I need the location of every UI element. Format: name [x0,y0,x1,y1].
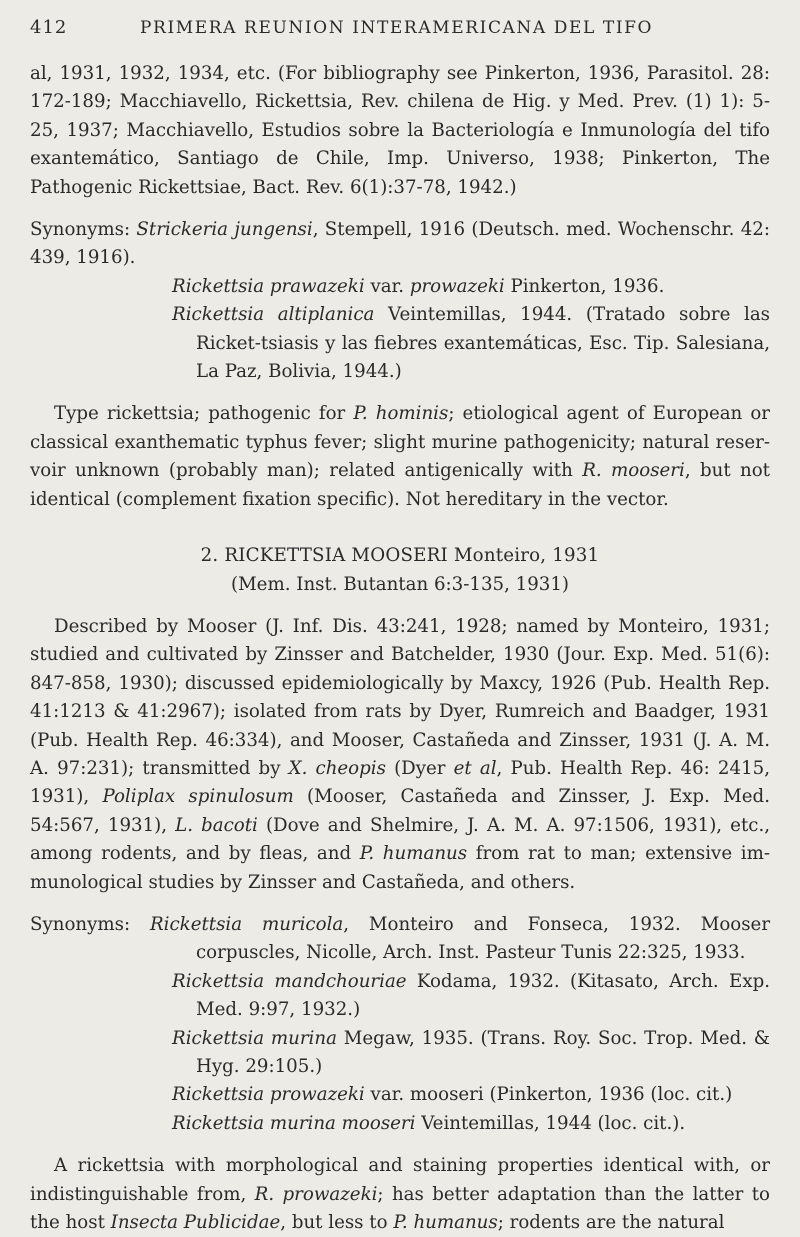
history-paragraph: Described by Mooser (J. Inf. Dis. 43:241, 1928; named by Monteiro, 1931; studied and cultivated by Zinsser and Batchelder, 1930 (Jour. Exp. Med. 51(6): 847-858, 1930); discussed epidemiologically by Maxcy, 1926 (Pub. Health Rep. 41:1213 & 41:2967); isolated from rats by Dyer, Rumreich and Baadger, 1931 (Pub. Health Rep. 46:334), and Mooser, Castañeda and Zinsser, 1931 (J. A. M. A. 97:231); transmitted by X. cheopis (Dyer et al, Pub. Health Rep. 46: 2415, 1931), Poliplax spinulosum (Mooser, Castañeda and Zinsser, J. Exp. Med. 54:567, 1931), L. bacoti (Dove and Shelmire, J. A. M. A. 97:1506, 1931), etc., among rodents, and by fleas, and P. humanus from rat to man; extensive im-munological studies by Zinsser and Castañeda, and others. [30,615,771,893]
taxon-name: Rickettsia muricola [149,913,344,935]
taxon-name: R. prowazeki [254,1183,378,1205]
running-head [30,14,770,46]
description-paragraph: Type rickettsia; pathogenic for P. hominis; etiological agent of European or classical exanthematic typhus fever; slight murine pathogenicity; natural reser-voir unknown (probably man); related antigenically with R. mooseri, but not identical (complement fixation specific). Not hereditary in the vector. [30,403,770,510]
taxon-name: Strickeria jungensi [136,219,313,241]
synonyms-label: Synonyms: [30,219,137,241]
synonym-item: Rickettsia murina mooseri Veintemillas, 1944 (loc. cit.). [172,1112,686,1134]
synonym-item: Rickettsia altiplanica Veintemillas, 1944. (Tratado sobre las Ricket-tsiasis y las fiebres exantemáticas, Esc. Tip. Salesiana, La Paz, Bolivia, 1944.) [172,304,771,383]
taxon-name: prowazeki [409,275,505,297]
section-heading: 2. RICKETTSIA MOOSERI Monteiro, 1931 [200,545,600,567]
synonym-item: Rickettsia mandchouriae Kodama, 1932. (Kitasato, Arch. Exp. Med. 9:97, 1932.) [172,970,770,1021]
synonym-item: Rickettsia prowazeki var. mooseri (Pinkerton, 1936 (loc. cit.) [172,1084,733,1106]
taxon-name: Insecta Publicidae [110,1212,281,1234]
page-number: 412 [30,17,68,38]
bibliography-paragraph: al, 1931, 1932, 1934, etc. (For bibliography see Pinkerton, 1936, Parasitol. 28: 172-189; Macchiavello, Rickettsia, Rev. chilena de Hig. y Med. Prev. (1) 1): 5-25, 1937; Macchiavello, Estudios sobre la Bacteriología e Inmunología del tifo exantemático, Santiago de Chile, Imp. Universo, 1938; Pinkerton, The Pathogenic Rickettsiae, Bact. Rev. 6(1):37-78, 1942.) [30,63,770,198]
section-subheading: (Mem. Inst. Butantan 6:3-135, 1931) [230,573,570,595]
taxon-name: P. humanus [393,1212,498,1234]
taxon-name: P. humanus [359,843,468,865]
taxon-name: Rickettsia murina [172,1027,337,1049]
synonyms-label: Synonyms: [30,913,150,935]
taxon-name: R. mooseri [582,460,685,482]
taxon-name: Rickettsia mandchouriae [172,970,407,992]
running-title: PRIMERA REUNION INTERAMERICANA DEL TIFO [140,18,654,38]
description-paragraph: A rickettsia with morphological and staining properties identical with, or indistinguishable from, R. prowazeki; has better adaptation than the latter to the host Insecta Publicidae, but less to P. humanus; rodents are the natural [30,1155,770,1234]
taxon-name: Rickettsia prawazeki [172,275,365,297]
taxon-name: Rickettsia prowazeki [172,1084,365,1106]
taxon-name: X. cheopis [288,757,386,779]
synonym-item: Rickettsia prawazeki var. prowazeki Pinkerton, 1936. [172,275,665,297]
taxon-name: Poliplax spinulosum [102,786,294,808]
synonyms-entry [30,216,770,273]
taxon-name: Rickettsia altiplanica [172,304,375,326]
synonyms-entry: Synonyms: Rickettsia muricola, Monteiro and Fonseca, 1932. Mooser corpuscles, Nicolle, Arch. Inst. Pasteur Tunis 22:325, 1933. [30,913,771,964]
synonym-citation: , Stempell, 1916 (Deutsch. med. Wochenschr. 42: 439, 1916). [30,219,771,269]
taxon-name: Rickettsia murina mooseri [172,1112,416,1134]
taxon-name: L. bacoti [175,814,258,836]
taxon-name: P. hominis [353,403,449,425]
synonym-item: Rickettsia murina Megaw, 1935. (Trans. Roy. Soc. Trop. Med. & Hyg. 29:105.) [172,1027,771,1077]
